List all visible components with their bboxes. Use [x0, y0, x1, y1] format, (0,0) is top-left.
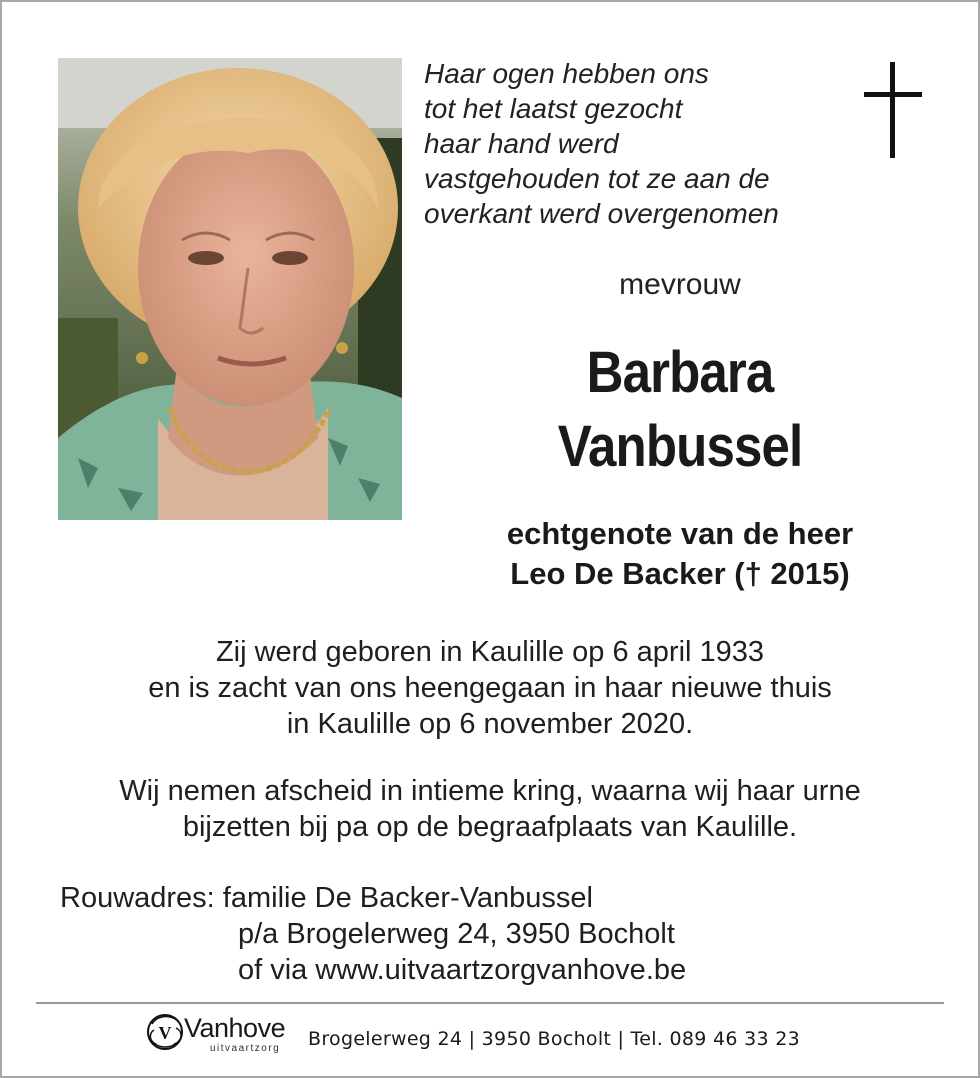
vanhove-logo-icon — [144, 1010, 186, 1059]
footer-divider — [36, 1002, 944, 1004]
logo-subtitle: uitvaartzorg — [210, 1043, 281, 1054]
spouse-info — [420, 514, 940, 594]
title: mevrouw — [619, 268, 741, 301]
cross-icon — [864, 62, 922, 165]
logo-name: Vanhove — [184, 1013, 286, 1043]
mourning-address — [60, 880, 686, 988]
farewell-paragraph — [40, 773, 940, 845]
birth-line: Zij werd geboren in Kaulille op 6 april 1933 — [215, 636, 765, 668]
first-name: Barbara — [586, 340, 774, 405]
address-line-3: of via www.uitvaartzorgvanhove.be — [238, 954, 687, 986]
poem — [424, 56, 844, 231]
poem-line: vastgehouden tot ze aan de — [424, 163, 770, 194]
poem-line: Haar ogen hebben ons — [424, 58, 709, 89]
footer — [140, 1010, 840, 1060]
portrait-photo — [58, 58, 402, 520]
poem-line: haar hand werd — [424, 128, 619, 159]
footer-contact: Brogelerweg 24 | 3950 Bocholt | Tel. 089 46 33 23 — [308, 1028, 800, 1050]
birth-paragraph — [40, 634, 940, 742]
birth-line: in Kaulille op 6 november 2020. — [286, 708, 694, 740]
farewell-line: Wij nemen afscheid in intieme kring, waarna wij haar urne — [119, 775, 861, 807]
spouse-line-2: Leo De Backer († 2015) — [510, 556, 850, 591]
last-name: Vanbussel — [557, 414, 803, 479]
address-line-1: Rouwadres: familie De Backer-Vanbussel — [60, 882, 593, 914]
birth-line: en is zacht van ons heengegaan in haar nieuwe thuis — [148, 672, 832, 704]
logo-letter: V — [158, 1023, 172, 1043]
farewell-line: bijzetten bij pa op de begraafplaats van Kaulille. — [182, 811, 798, 843]
poem-line: tot het laatst gezocht — [424, 93, 683, 124]
address-line-2: p/a Brogelerweg 24, 3950 Bocholt — [238, 918, 675, 950]
spouse-line-1: echtgenote van de heer — [506, 516, 854, 551]
deceased-name — [451, 336, 909, 484]
poem-line: overkant werd overgenomen — [424, 198, 779, 229]
